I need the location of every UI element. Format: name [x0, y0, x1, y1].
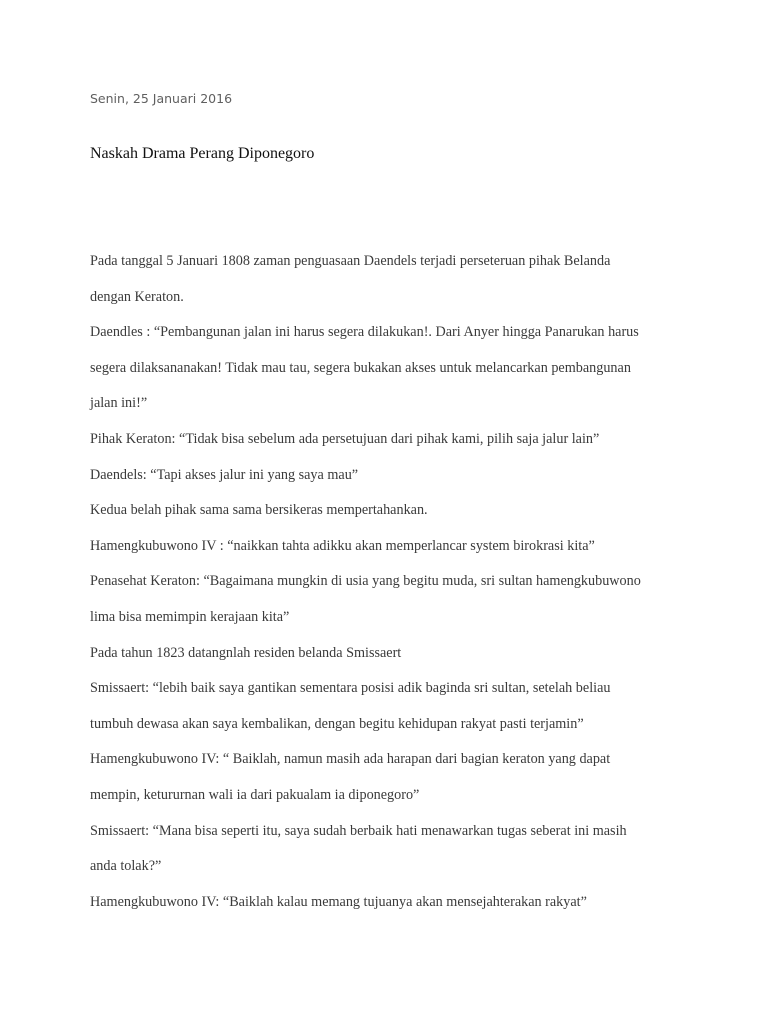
text-line: Hamengkubuwono IV : “naikkan tahta adikku akan memperlancar system birokrasi kita” [90, 537, 595, 554]
text-line: lima bisa memimpin kerajaan kita” [90, 608, 290, 625]
document-title: Naskah Drama Perang Diponegoro [90, 145, 315, 162]
text-line: Hamengkubuwono IV: “Baiklah kalau memang tujuanya akan mensejahterakan rakyat” [90, 893, 587, 910]
text-line: segera dilaksananakan! Tidak mau tau, segera bukakan akses untuk melancarkan pembangunan [90, 359, 631, 376]
text-line: Daendles : “Pembangunan jalan ini harus segera dilakukan!. Dari Anyer hingga Panarukan harus [90, 324, 639, 341]
post-date: Senin, 25 Januari 2016 [90, 91, 233, 106]
text-line: Pihak Keraton: “Tidak bisa sebelum ada persetujuan dari pihak kami, pilih saja jalur lain” [90, 430, 600, 447]
text-line: Pada tanggal 5 Januari 1808 zaman penguasaan Daendels terjadi perseteruan pihak Belanda [90, 253, 611, 269]
text-line: dengan Keraton. [90, 288, 184, 305]
text-line: mempin, ketururnan wali ia dari pakualam ia diponegoro” [90, 786, 420, 803]
text-line: tumbuh dewasa akan saya kembalikan, dengan begitu kehidupan rakyat pasti terjamin” [90, 715, 584, 732]
text-line: Smissaert: “Mana bisa seperti itu, saya sudah berbaik hati menawarkan tugas seberat ini masih [90, 822, 627, 839]
text-line: anda tolak?” [90, 858, 162, 875]
text-line: jalan ini!” [90, 395, 148, 412]
script-body [90, 244, 690, 920]
text-line: Penasehat Keraton: “Bagaimana mungkin di usia yang begitu muda, sri sultan hamengkubuwono [90, 573, 641, 590]
text-line: Kedua belah pihak sama sama bersikeras mempertahankan. [90, 502, 428, 519]
text-line: Daendels: “Tapi akses jalur ini yang saya mau” [90, 466, 359, 483]
text-line: Hamengkubuwono IV: “ Baiklah, namun masih ada harapan dari bagian keraton yang dapat [90, 751, 611, 768]
text-line: Pada tahun 1823 datangnlah residen belanda Smissaert [90, 644, 402, 661]
text-line: Smissaert: “lebih baik saya gantikan sementara posisi adik baginda sri sultan, setelah beliau [90, 680, 611, 697]
